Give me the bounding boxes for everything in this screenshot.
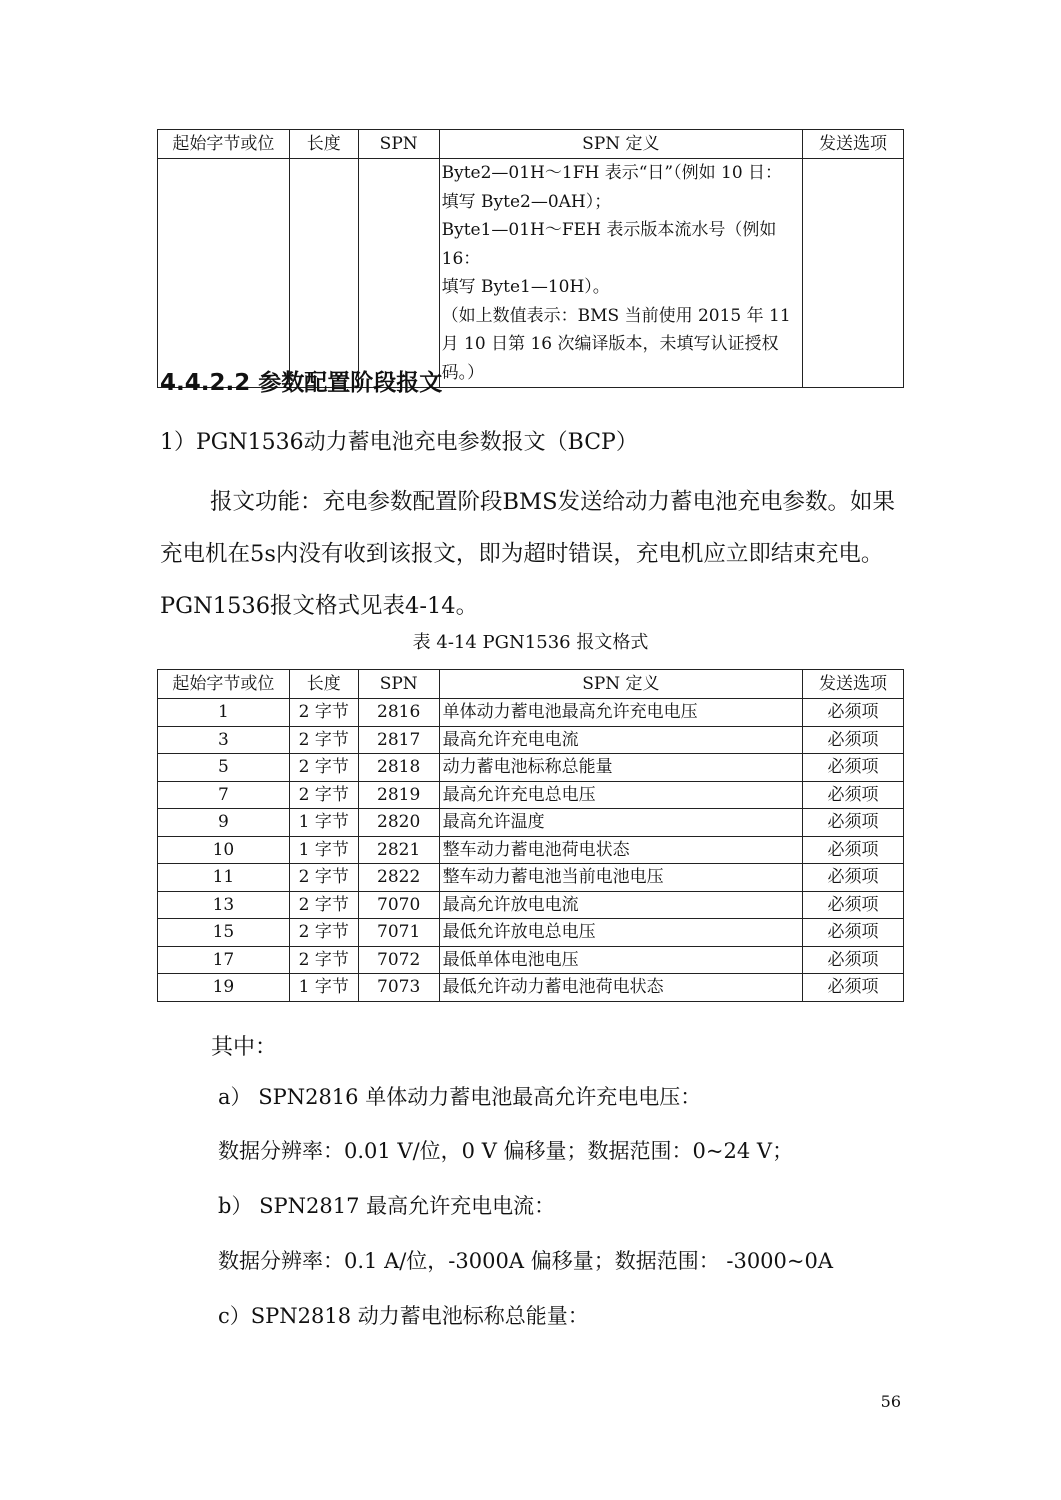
cell-length: 2 字节 xyxy=(289,891,358,919)
cell-send-option: 必须项 xyxy=(803,754,904,782)
cell-start-byte: 3 xyxy=(158,726,290,754)
table-row xyxy=(158,726,904,754)
cell-spn-def: 最低单体电池电压 xyxy=(439,946,802,974)
cell-send-option: 必须项 xyxy=(803,836,904,864)
cell-spn: 7071 xyxy=(358,919,439,947)
cell-spn: 7070 xyxy=(358,891,439,919)
body-paragraph: 报文功能：充电参数配置阶段BMS发送给动力蓄电池充电参数。如果充电机在5s内没有收到该报文，即为超时错误，充电机应立即结束充电。PGN1536报文格式见表4-14。 xyxy=(160,489,895,619)
cell-length: 2 字节 xyxy=(289,919,358,947)
table-header-row xyxy=(158,670,904,699)
cell-spn-def: 整车动力蓄电池荷电状态 xyxy=(439,836,802,864)
cell-spn-def: 整车动力蓄电池当前电池电压 xyxy=(439,864,802,892)
cell-spn-def: 最低允许动力蓄电池荷电状态 xyxy=(439,974,802,1002)
cell-spn-def: 动力蓄电池标称总能量 xyxy=(439,754,802,782)
cell-send-option: 必须项 xyxy=(803,726,904,754)
cell-start-byte: 15 xyxy=(158,919,290,947)
col-spn: SPN xyxy=(358,130,439,159)
cell-start-byte: 5 xyxy=(158,754,290,782)
col-spn-def: SPN 定义 xyxy=(439,670,802,699)
cell-send-option: 必须项 xyxy=(803,864,904,892)
table-continued xyxy=(157,129,904,388)
cell-send-option: 必须项 xyxy=(803,699,904,727)
col-length: 长度 xyxy=(289,130,358,159)
cell-start-byte: 11 xyxy=(158,864,290,892)
cell-spn-def: 最高允许充电总电压 xyxy=(439,781,802,809)
item-b-detail: 数据分辨率：0.1 A/位，-3000A 偏移量；数据范围： -3000~0A xyxy=(218,1249,834,1273)
cell-length: 2 字节 xyxy=(289,726,358,754)
table-row xyxy=(158,974,904,1002)
cell-spn: 2820 xyxy=(358,809,439,837)
cell-send-option: 必须项 xyxy=(803,781,904,809)
cell-spn-def: 最低允许放电总电压 xyxy=(439,919,802,947)
cell-spn: 2819 xyxy=(358,781,439,809)
cell-spn-def: 最高允许温度 xyxy=(439,809,802,837)
cell-spn-def: 单体动力蓄电池最高允许充电电压 xyxy=(439,699,802,727)
col-send-option: 发送选项 xyxy=(803,670,904,699)
cell-spn-def: 最高允许充电电流 xyxy=(439,726,802,754)
table-row xyxy=(158,699,904,727)
cell-send-option: 必须项 xyxy=(803,809,904,837)
col-start-byte: 起始字节或位 xyxy=(158,670,290,699)
col-send-option: 发送选项 xyxy=(803,130,904,159)
qizhong-label: 其中： xyxy=(211,1035,278,1060)
cell-spn: 2822 xyxy=(358,864,439,892)
cell-length: 2 字节 xyxy=(289,754,358,782)
table-row xyxy=(158,919,904,947)
table-row xyxy=(158,836,904,864)
cell-length: 1 字节 xyxy=(289,836,358,864)
item-a-detail: 数据分辨率：0.01 V/位，0 V 偏移量；数据范围：0~24 V； xyxy=(218,1139,794,1163)
cell-send-option: 必须项 xyxy=(803,974,904,1002)
table-row xyxy=(158,864,904,892)
item-a: a） SPN2816 单体动力蓄电池最高允许充电电压： xyxy=(218,1085,702,1109)
table-row xyxy=(158,781,904,809)
cell-length: 1 字节 xyxy=(289,809,358,837)
cell-start-byte: 10 xyxy=(158,836,290,864)
cell-spn: 2821 xyxy=(358,836,439,864)
col-start-byte: 起始字节或位 xyxy=(158,130,290,159)
table-row xyxy=(158,754,904,782)
pgn1536-table xyxy=(157,669,904,1002)
cell-send-option: 必须项 xyxy=(803,919,904,947)
cell-spn: 2818 xyxy=(358,754,439,782)
cell-start-byte: 17 xyxy=(158,946,290,974)
cell-start-byte: 13 xyxy=(158,891,290,919)
cell-start-byte: 19 xyxy=(158,974,290,1002)
table-row xyxy=(158,809,904,837)
section-title: 4.4.2.2 参数配置阶段报文 xyxy=(160,370,443,396)
cell-spn: 2816 xyxy=(358,699,439,727)
cell-spn: 2817 xyxy=(358,726,439,754)
cell-length: 2 字节 xyxy=(289,864,358,892)
spn-definition-cell: Byte2—01H～1FH 表示“日”（例如 10 日： 填写 Byte2—0AH）； Byte1—01H～FEH 表示版本流水号（例如 16： 填写 Byte1—10H）。 （如上数值表示：BMS 当前使用 2015 年 11 月 10 日第 16 次编译版本，未填写认证授权 码。） xyxy=(439,159,802,388)
cell-start-byte: 1 xyxy=(158,699,290,727)
col-spn: SPN xyxy=(358,670,439,699)
cell-length: 2 字节 xyxy=(289,781,358,809)
cell-start-byte: 9 xyxy=(158,809,290,837)
cell-start-byte: 7 xyxy=(158,781,290,809)
cell-spn: 7073 xyxy=(358,974,439,1002)
table-row xyxy=(158,891,904,919)
cell-send-option: 必须项 xyxy=(803,946,904,974)
item-b: b） SPN2817 最高允许充电电流： xyxy=(218,1194,556,1218)
cell-send-option: 必须项 xyxy=(803,891,904,919)
col-spn-def: SPN 定义 xyxy=(439,130,802,159)
cell-length: 1 字节 xyxy=(289,974,358,1002)
cell-length: 2 字节 xyxy=(289,946,358,974)
cell-spn: 7072 xyxy=(358,946,439,974)
table-header-row xyxy=(158,130,904,159)
page-number: 56 xyxy=(880,1392,901,1411)
table-row xyxy=(158,159,904,388)
col-length: 长度 xyxy=(289,670,358,699)
item-heading: 1）PGN1536动力蓄电池充电参数报文（BCP） xyxy=(160,430,638,455)
item-c: c）SPN2818 动力蓄电池标称总能量： xyxy=(218,1304,589,1328)
cell-length: 2 字节 xyxy=(289,699,358,727)
table-row xyxy=(158,946,904,974)
table-caption: 表 4-14 PGN1536 报文格式 xyxy=(412,632,649,653)
cell-spn-def: 最高允许放电电流 xyxy=(439,891,802,919)
